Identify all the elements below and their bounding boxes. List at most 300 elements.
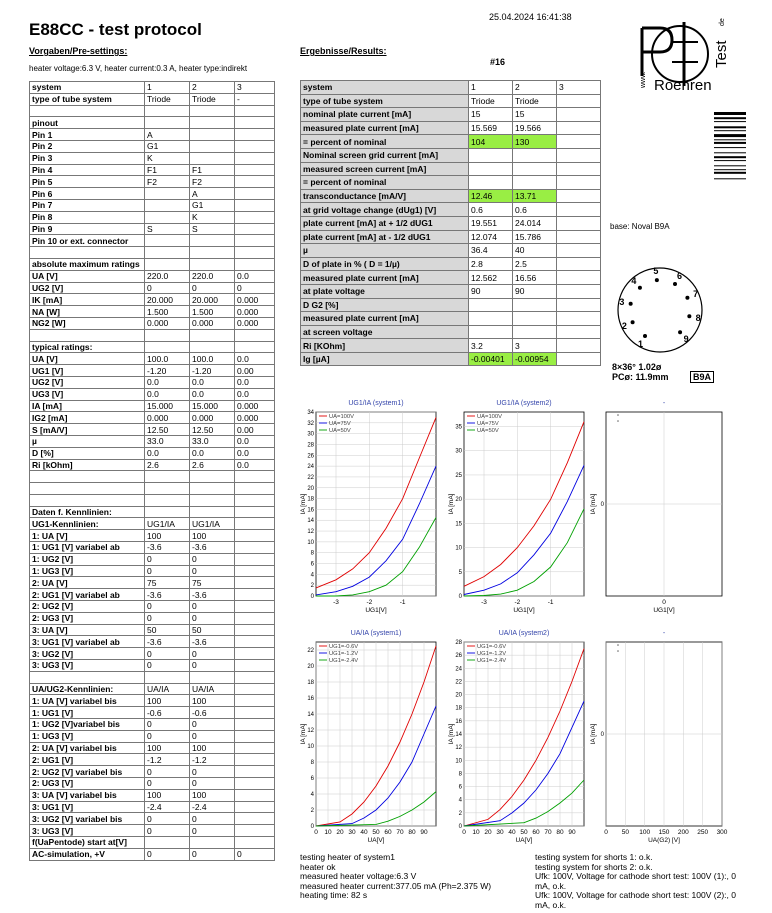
barcode-bar (714, 121, 746, 122)
table-spacer-row (30, 494, 275, 506)
row-label: Pin 2 (30, 140, 145, 152)
row-value: 0 (190, 778, 235, 790)
y-axis-label: IA [mA] (448, 493, 455, 515)
footer-line: Ufk: 100V, Voltage for cathode short test: 100V (1):, 0 (535, 871, 736, 881)
row-value: S (145, 223, 190, 235)
result-label: = percent of nominal (301, 176, 469, 190)
row-value (235, 612, 275, 624)
legend-entry: UG1=-0.6V (329, 644, 359, 650)
table-cell (190, 671, 235, 683)
table-row (30, 848, 275, 860)
result-row (301, 121, 601, 135)
row-value: 1.500 (145, 306, 190, 318)
table-cell (145, 329, 190, 341)
y-tick-label: 22 (455, 679, 462, 686)
row-value (235, 542, 275, 554)
barcode-bar (714, 178, 746, 179)
result-label: Ri [KOhm] (301, 339, 469, 353)
row-value (235, 176, 275, 188)
result-row (301, 203, 601, 217)
row-label: UG2 [V] (30, 282, 145, 294)
table-row (30, 376, 275, 388)
table-cell (235, 471, 275, 483)
row-label: Ri [kOhm] (30, 459, 145, 471)
table-cell (190, 483, 235, 495)
result-value (557, 325, 601, 339)
chart-ua-ia-system3 (588, 626, 728, 848)
y-tick-label: 22 (307, 474, 314, 481)
table-row (30, 424, 275, 436)
y-tick-label: 20 (307, 664, 314, 670)
pin-number-label: 9 (683, 333, 689, 344)
row-value: UA/IA (145, 683, 190, 695)
row-value (190, 152, 235, 164)
result-value: 90 (469, 284, 513, 298)
row-value (235, 719, 275, 731)
result-row (301, 284, 601, 298)
row-value (145, 199, 190, 211)
row-label: 1: UG3 [V] (30, 730, 145, 742)
y-tick-label: 8 (310, 550, 314, 557)
table-cell (30, 471, 145, 483)
row-value (235, 341, 275, 353)
result-value (557, 162, 601, 176)
row-value (235, 624, 275, 636)
empty-marker (617, 644, 619, 646)
row-value: Triode (145, 93, 190, 105)
series-line (464, 509, 584, 596)
result-value (557, 352, 601, 366)
row-value (235, 530, 275, 542)
table-cell (190, 494, 235, 506)
row-value: 15.000 (145, 400, 190, 412)
result-value: 24.014 (513, 216, 557, 230)
y-tick-label: 2 (310, 808, 314, 814)
y-tick-label: 28 (307, 442, 314, 449)
table-row (30, 636, 275, 648)
y-tick-label: 24 (307, 464, 314, 471)
row-value: 0 (235, 282, 275, 294)
y-tick-label: 0 (310, 594, 314, 600)
row-value: 0.000 (190, 412, 235, 424)
row-value: 220.0 (145, 270, 190, 282)
row-label: 2: UA [V] (30, 577, 145, 589)
x-tick-label: 50 (621, 829, 629, 836)
row-value (190, 341, 235, 353)
row-value: 100 (190, 530, 235, 542)
result-value (557, 257, 601, 271)
y-tick-label: 28 (455, 640, 462, 646)
y-tick-label: 20 (455, 497, 462, 504)
row-label: Pin 9 (30, 223, 145, 235)
x-tick-label: 0 (662, 599, 666, 606)
row-value (145, 117, 190, 129)
row-value: 50 (145, 624, 190, 636)
logo-suffix-text: de (719, 18, 726, 26)
table-row (30, 412, 275, 424)
table-row (30, 730, 275, 742)
logo-side-text: Test (713, 40, 730, 68)
row-value (190, 506, 235, 518)
row-label: µ (30, 435, 145, 447)
legend-entry: UA=50V (329, 428, 351, 434)
x-axis-label: UG1[V] (653, 607, 675, 614)
table-row (30, 565, 275, 577)
x-tick-label: 70 (396, 829, 404, 836)
row-label: UA [V] (30, 353, 145, 365)
empty-marker (617, 650, 619, 652)
chart-ua-ia-system2 (446, 626, 590, 848)
result-label: system (301, 81, 469, 95)
result-value: -0.00954 (513, 352, 557, 366)
legend-entry: UG1=-0.6V (477, 644, 507, 650)
row-value: -0.6 (190, 707, 235, 719)
x-tick-label: 300 (716, 829, 728, 836)
result-value: 15 (513, 108, 557, 122)
y-tick-label: 8 (310, 760, 314, 766)
barcode-bar (714, 142, 746, 144)
result-value: 36.4 (469, 244, 513, 258)
barcode-bar (714, 147, 746, 148)
result-value (557, 298, 601, 312)
table-cell (145, 105, 190, 117)
y-tick-label: 20 (455, 692, 462, 699)
result-value (557, 121, 601, 135)
row-label: NA [W] (30, 306, 145, 318)
table-row (30, 683, 275, 695)
row-label: 1: UG2 [V] (30, 553, 145, 565)
table-spacer-row (30, 471, 275, 483)
result-value (469, 162, 513, 176)
table-cell (30, 329, 145, 341)
result-row (301, 325, 601, 339)
row-label: f(UaPentode) start at[V] (30, 837, 145, 849)
result-label: transconductance [mA/V] (301, 189, 469, 203)
legend-entry: UG1=-2.4V (477, 658, 507, 664)
x-tick-label: 100 (639, 829, 651, 836)
row-label: 1: UG3 [V] (30, 565, 145, 577)
result-value: 2.5 (513, 257, 557, 271)
table-cell (235, 247, 275, 259)
row-value (235, 754, 275, 766)
row-value (190, 837, 235, 849)
table-row (30, 754, 275, 766)
barcode-bar (714, 156, 746, 158)
x-tick-label: 20 (336, 829, 344, 836)
row-value: 0.000 (190, 317, 235, 329)
y-tick-label: 0 (310, 824, 314, 830)
result-value: 15.569 (469, 121, 513, 135)
result-value (513, 148, 557, 162)
y-tick-label: 26 (307, 453, 314, 460)
x-tick-label: 80 (408, 829, 416, 836)
row-value: 0 (145, 565, 190, 577)
series-line (464, 465, 584, 594)
result-label: measured plate current [mA] (301, 312, 469, 326)
row-value (190, 235, 235, 247)
result-label: at screen voltage (301, 325, 469, 339)
row-value: -3.6 (145, 636, 190, 648)
y-tick-label: 10 (307, 744, 314, 750)
table-row (30, 235, 275, 247)
x-tick-label: 20 (484, 829, 492, 836)
chart-ug1-ia-system1 (298, 396, 442, 618)
pin-dot (629, 302, 633, 306)
row-value: 100 (145, 530, 190, 542)
legend-entry: UA=100V (329, 414, 354, 420)
result-value: 13.71 (513, 189, 557, 203)
result-value: 3.2 (469, 339, 513, 353)
series-line (316, 466, 436, 595)
table-cell (235, 329, 275, 341)
row-value: 0.000 (235, 400, 275, 412)
row-value: 0 (145, 825, 190, 837)
result-value: 19.551 (469, 216, 513, 230)
result-label: µ (301, 244, 469, 258)
pin-number-label: 2 (621, 320, 627, 331)
presettings-text: heater voltage:6.3 V, heater current:0.3 A, heater type:indirekt (29, 64, 248, 73)
result-row (301, 176, 601, 190)
result-value (557, 339, 601, 353)
barcode-bar (714, 130, 746, 131)
roehren-test-logo (632, 8, 732, 96)
y-tick-label: 0 (458, 594, 462, 600)
pin-number-label: 8 (695, 313, 701, 324)
row-value: -1.2 (145, 754, 190, 766)
row-value: 220.0 (190, 270, 235, 282)
table-cell (190, 247, 235, 259)
row-value: F2 (145, 176, 190, 188)
row-value: 20.000 (190, 294, 235, 306)
row-value: 100 (190, 742, 235, 754)
result-label: measured screen current [mA] (301, 162, 469, 176)
datetime: 25.04.2024 16:41:38 (489, 12, 572, 22)
row-value (190, 258, 235, 270)
y-tick-label: 30 (307, 431, 314, 438)
result-row (301, 352, 601, 366)
empty-marker (617, 414, 619, 416)
row-value: 2.6 (190, 459, 235, 471)
y-tick-label: 10 (455, 758, 462, 765)
y-tick-label: 0 (600, 502, 604, 508)
table-row (30, 82, 275, 94)
chart-title: UA/IA (system1) (350, 630, 402, 637)
row-value: K (190, 211, 235, 223)
footer-line: heater ok (300, 861, 336, 872)
table-row (30, 388, 275, 400)
result-value (557, 148, 601, 162)
row-value: 75 (145, 577, 190, 589)
row-value: 20.000 (145, 294, 190, 306)
result-row (301, 244, 601, 258)
y-tick-label: 22 (307, 648, 314, 654)
table-cell (190, 329, 235, 341)
row-label: 2: UG1 [V] variabel ab (30, 589, 145, 601)
chart-ua-ia-system1 (298, 626, 442, 848)
y-tick-label: 6 (458, 784, 462, 791)
result-value (513, 312, 557, 326)
result-label: type of tube system (301, 94, 469, 108)
pinout-diagram (612, 262, 708, 358)
chart-title: UG1/IA (system2) (496, 400, 552, 407)
row-value: 0 (190, 730, 235, 742)
result-value (557, 230, 601, 244)
row-value: 0 (190, 553, 235, 565)
table-row (30, 459, 275, 471)
result-label: at grid voltage change (dUg1) [V] (301, 203, 469, 217)
table-row (30, 801, 275, 813)
row-value: 0.000 (235, 306, 275, 318)
pin-number-label: 7 (693, 289, 699, 300)
table-cell (235, 105, 275, 117)
table-row (30, 93, 275, 105)
row-value: 0.000 (145, 412, 190, 424)
row-value: 100.0 (145, 353, 190, 365)
y-tick-label: 12 (455, 745, 462, 752)
row-value: -1.20 (145, 365, 190, 377)
row-value: 0 (235, 848, 275, 860)
x-tick-label: 30 (348, 829, 356, 836)
result-value: 104 (469, 135, 513, 149)
result-value (469, 176, 513, 190)
table-cell (145, 671, 190, 683)
row-value: UG1/IA (190, 518, 235, 530)
table-cell (190, 471, 235, 483)
y-tick-label: 0 (458, 824, 462, 830)
pin-number-label: 6 (676, 271, 683, 282)
table-row (30, 553, 275, 565)
row-value: -3.6 (145, 542, 190, 554)
result-label: = percent of nominal (301, 135, 469, 149)
results-table (300, 80, 601, 366)
table-row (30, 542, 275, 554)
row-value: -1.2 (190, 754, 235, 766)
result-value (557, 94, 601, 108)
row-value: 0 (145, 813, 190, 825)
row-value: 15.000 (190, 400, 235, 412)
row-label: 2: UA [V] variabel bis (30, 742, 145, 754)
table-row (30, 129, 275, 141)
barcode-bar (714, 134, 746, 137)
row-value (145, 837, 190, 849)
result-value: 3 (513, 339, 557, 353)
row-value (190, 117, 235, 129)
result-row (301, 108, 601, 122)
row-value (235, 837, 275, 849)
row-value: 33.0 (190, 435, 235, 447)
row-label: 3: UA [V] (30, 624, 145, 636)
result-value (513, 176, 557, 190)
y-tick-label: 16 (455, 718, 462, 725)
result-value: 2 (513, 81, 557, 95)
row-label: 1: UG2 [V]variabel bis (30, 719, 145, 731)
row-value: 0 (190, 825, 235, 837)
x-tick-label: 30 (496, 829, 504, 836)
result-value: 0.6 (469, 203, 513, 217)
row-value: 0.00 (235, 424, 275, 436)
y-tick-label: 32 (307, 420, 314, 427)
row-value: 0 (145, 553, 190, 565)
table-row (30, 211, 275, 223)
y-tick-label: 26 (455, 653, 462, 660)
footer-heater-log (300, 853, 491, 901)
row-label: system (30, 82, 145, 94)
result-value (513, 325, 557, 339)
table-row (30, 742, 275, 754)
table-cell (30, 247, 145, 259)
row-value (145, 188, 190, 200)
row-value: 0 (190, 719, 235, 731)
pin-dot (655, 278, 659, 282)
result-value: Triode (513, 94, 557, 108)
row-value (235, 211, 275, 223)
x-tick-label: 50 (520, 829, 528, 836)
table-row (30, 447, 275, 459)
empty-marker (617, 420, 619, 422)
row-value: A (145, 129, 190, 141)
table-row (30, 164, 275, 176)
table-cell (235, 494, 275, 506)
row-value: 3 (235, 82, 275, 94)
row-value: S (190, 223, 235, 235)
row-value (235, 648, 275, 660)
result-value (469, 298, 513, 312)
results-heading: Ergebnisse/Results: (300, 46, 387, 56)
page-title: E88CC - test protocol (29, 20, 202, 39)
table-row (30, 789, 275, 801)
row-label: 1: UA [V] variabel bis (30, 695, 145, 707)
presettings-heading: Vorgaben/Pre-settings: (29, 46, 128, 56)
y-tick-label: 12 (307, 529, 314, 536)
row-value (235, 235, 275, 247)
table-row (30, 660, 275, 672)
x-axis-label: UA[V] (515, 837, 533, 844)
row-value: 0.0 (145, 376, 190, 388)
row-label: typical ratings: (30, 341, 145, 353)
chart-title: UA/IA (system2) (498, 630, 550, 637)
row-value (235, 801, 275, 813)
plot-frame (316, 412, 436, 596)
table-spacer-row (30, 105, 275, 117)
row-value: 0.0 (190, 376, 235, 388)
row-value: 0 (145, 612, 190, 624)
result-label: at plate voltage (301, 284, 469, 298)
row-value: 1 (145, 82, 190, 94)
result-row (301, 230, 601, 244)
table-row (30, 176, 275, 188)
table-cell (145, 494, 190, 506)
barcode-bar (714, 165, 746, 166)
table-cell (145, 483, 190, 495)
pin-dot (673, 282, 677, 286)
row-label: Pin 5 (30, 176, 145, 188)
x-tick-label: 10 (472, 829, 480, 836)
row-value (235, 199, 275, 211)
result-value: 12.562 (469, 271, 513, 285)
barcode-bar (714, 160, 746, 161)
result-value: 90 (513, 284, 557, 298)
x-axis-label: UA(G2) [V] (648, 837, 680, 844)
y-tick-label: 14 (307, 712, 314, 718)
footer-line: mA, o.k. (535, 880, 567, 891)
x-tick-label: -3 (481, 599, 487, 606)
table-cell (145, 247, 190, 259)
row-value: 2.6 (145, 459, 190, 471)
footer-line: measured heater voltage:6.3 V (300, 871, 417, 881)
row-label: UG3 [V] (30, 388, 145, 400)
row-value (235, 117, 275, 129)
pin-number-label: 4 (631, 276, 637, 287)
